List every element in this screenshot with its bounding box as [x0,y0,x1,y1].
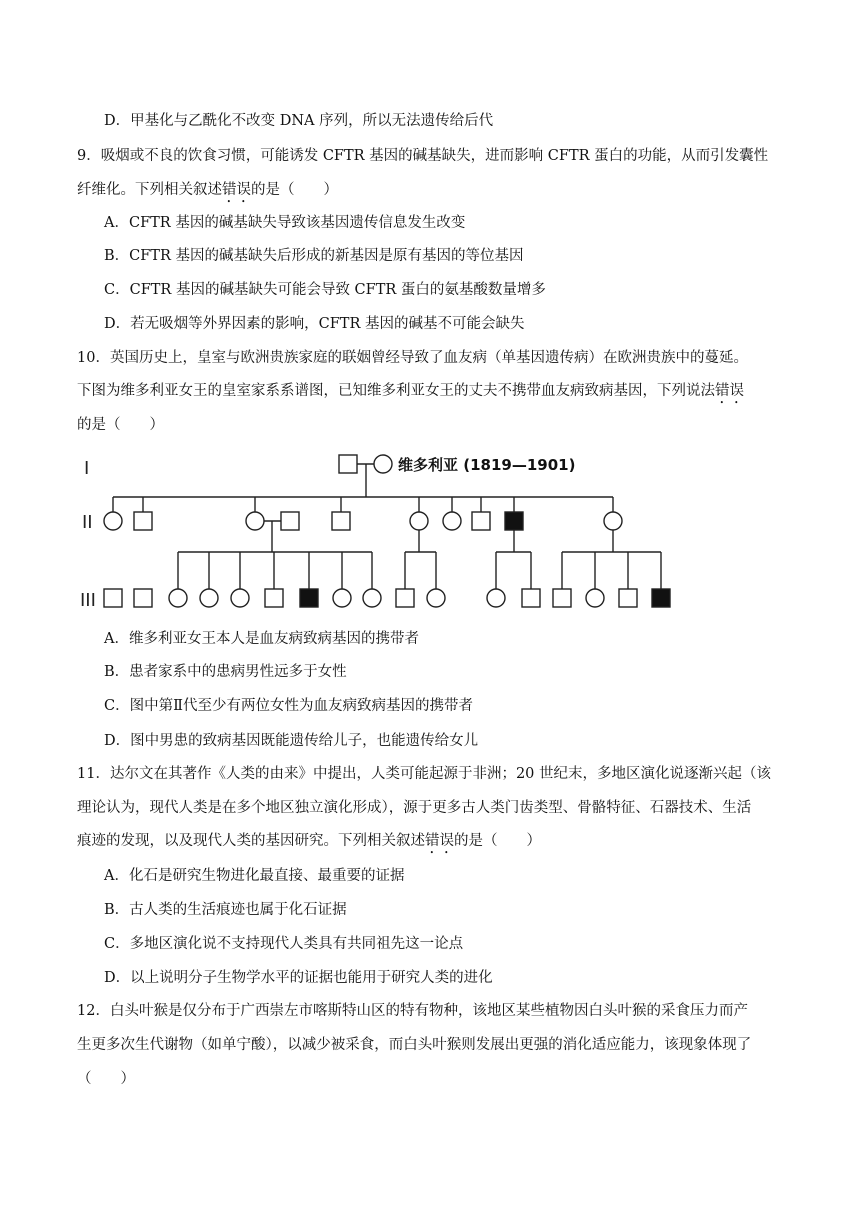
generation-label-3: III [80,590,96,611]
q9-stem-text: 纤维化。下列相关叙述 [77,182,222,198]
gen2-male [472,512,490,530]
gen3-female [231,589,249,607]
q12-stem-line2: 生更多次生代谢物（如单宁酸），以减少被采食，而白头叶猴则发展出更强的消化适应能力，该现象体现了 [77,1037,752,1053]
q12-stem-line1: 12．白头叶猴是仅分布于广西崇左市喀斯特山区的特有物种，该地区某些植物因白头叶猴的采食压力而产 [77,1003,748,1019]
gen3-male [265,589,283,607]
q10-stem-line2 [77,381,744,407]
q10-emphasis-word: 错误 [715,383,744,399]
q9-option-b: B．CFTR 基因的碱基缺失后形成的新基因是原有基因的等位基因 [104,248,524,264]
gen3-female [169,589,187,607]
q12-stem-line3: （ ） [77,1071,135,1087]
gen3-female [487,589,505,607]
gen2-male [134,512,152,530]
q11-stem-tail: 的是（ ） [454,833,541,849]
q11-option-d: D．以上说明分子生物学水平的证据也能用于研究人类的进化 [104,970,493,986]
gen3-female [363,589,381,607]
q10-option-c: C．图中第Ⅱ代至少有两位女性为血友病致病基因的携带者 [104,698,473,714]
q11-option-c: C．多地区演化说不支持现代人类具有共同祖先这一论点 [104,936,464,952]
gen3-male-affected [652,589,670,607]
q11-stem-text: 痕迹的发现，以及现代人类的基因研究。下列相关叙述 [77,833,425,849]
gen3-male-affected [300,589,318,607]
gen2-female [410,512,428,530]
q8-option-d: D．甲基化与乙酰化不改变 DNA 序列，所以无法遗传给后代 [104,113,494,129]
q10-stem-line3: 的是（ ） [77,417,164,433]
q10-option-b: B．患者家系中的患病男性远多于女性 [104,664,347,680]
q9-option-a: A．CFTR 基因的碱基缺失导致该基因遗传信息发生改变 [104,215,466,231]
q10-option-a: A．维多利亚女王本人是血友病致病基因的携带者 [104,631,419,647]
q11-emphasis-word: 错误 [425,833,454,849]
q10-option-d: D．图中男患的致病基因既能遗传给儿子，也能遗传给女儿 [104,733,479,749]
q9-option-d: D．若无吸烟等外界因素的影响，CFTR 基因的碱基不可能会缺失 [104,316,525,332]
q11-stem-line3 [77,831,541,857]
generation-label-2: II [82,512,93,533]
q10-stem-text: 下图为维多利亚女王的皇室家系系谱图，已知维多利亚女王的丈夫不携带血友病致病基因，下列说法 [77,383,715,399]
gen2-male [332,512,350,530]
q9-option-c: C．CFTR 基因的碱基缺失可能会导致 CFTR 蛋白的氨基酸数量增多 [104,282,546,298]
gen3-female [333,589,351,607]
q9-stem-line2 [77,180,338,206]
gen2-female [443,512,461,530]
gen3-female [586,589,604,607]
q9-stem-line1: 9．吸烟或不良的饮食习惯，可能诱发 CFTR 基因的碱基缺失，进而影响 CFTR 蛋白的功能，从而引发囊性 [77,148,769,164]
q11-option-b: B．古人类的生活痕迹也属于化石证据 [104,902,347,918]
gen3-female [427,589,445,607]
gen3-male [619,589,637,607]
gen1-male [339,455,357,473]
gen3-male [522,589,540,607]
q9-stem-tail: 的是（ ） [251,182,338,198]
gen2-male-spouse [281,512,299,530]
queen-label: 维多利亚 (1819—1901) [398,456,576,474]
gen3-male [134,589,152,607]
q11-stem-line1: 11．达尔文在其著作《人类的由来》中提出，人类可能起源于非洲；20 世纪末，多地区演化说逐渐兴起（该 [77,766,772,782]
gen2-female [246,512,264,530]
q9-emphasis-word: 错误 [222,182,251,198]
q11-stem-line2: 理论认为，现代人类是在多个地区独立演化形成），源于更多古人类门齿类型、骨骼特征、石器技术、生活 [77,800,752,816]
gen3-male [104,589,122,607]
q10-stem-line1: 10．英国历史上，皇室与欧洲贵族家庭的联姻曾经导致了血友病（单基因遗传病）在欧洲贵族中的蔓延。 [77,350,748,366]
gen3-male [553,589,571,607]
gen2-female [604,512,622,530]
generation-label-1: I [84,458,90,479]
gen2-female [104,512,122,530]
gen3-female [200,589,218,607]
gen1-female-queen [374,455,392,473]
gen3-male [396,589,414,607]
gen2-male-affected [505,512,523,530]
pedigree-chart [0,446,860,626]
q11-option-a: A．化石是研究生物进化最直接、最重要的证据 [104,868,405,884]
